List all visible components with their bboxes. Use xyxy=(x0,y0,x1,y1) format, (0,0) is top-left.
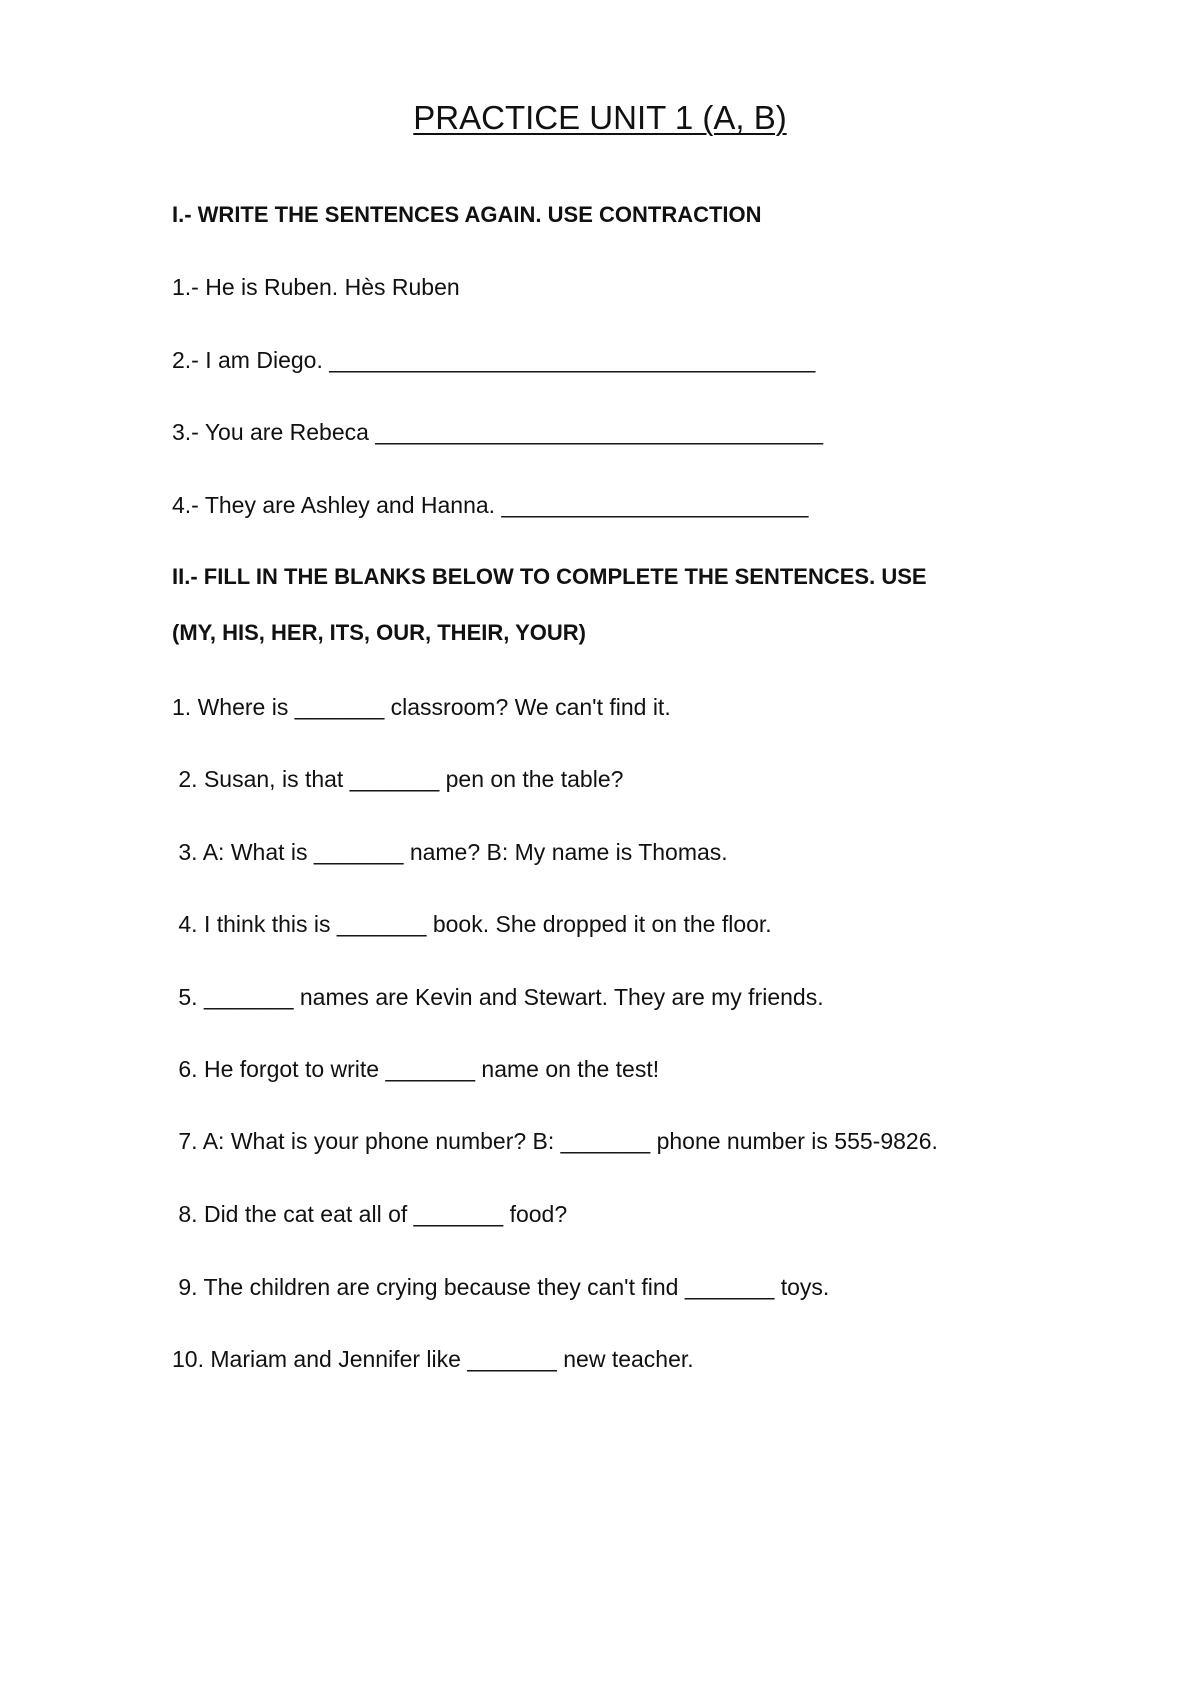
exercise-2-item-8: 8. Did the cat eat all of _______ food? xyxy=(172,1201,568,1227)
exercise-2-item-3: 3. A: What is _______ name? B: My name is Thomas. xyxy=(172,839,728,865)
exercise-2-item-1: 1. Where is _______ classroom? We can't find it. xyxy=(172,694,671,720)
exercise-1-item-1: 1.- He is Ruben. Hès Ruben xyxy=(172,274,460,300)
exercise-2-item-7: 7. A: What is your phone number? B: _______ phone number is 555-9826. xyxy=(172,1128,938,1154)
exercise-1-item-2: 2.- I am Diego. ______________________________________ xyxy=(172,347,816,373)
exercise-2-item-6: 6. He forgot to write _______ name on the test! xyxy=(172,1056,660,1082)
section-2-heading-line-2: (MY, HIS, HER, ITS, OUR, THEIR, YOUR) xyxy=(172,620,586,645)
exercise-2-item-10: 10. Mariam and Jennifer like _______ new teacher. xyxy=(172,1346,694,1372)
section-2-heading-line-1: II.- FILL IN THE BLANKS BELOW TO COMPLETE THE SENTENCES. USE xyxy=(172,564,927,589)
exercise-1-item-4: 4.- They are Ashley and Hanna. ________________________ xyxy=(172,492,809,518)
page-title: PRACTICE UNIT 1 (A, B) xyxy=(413,99,787,136)
exercise-2-item-4: 4. I think this is _______ book. She dropped it on the floor. xyxy=(172,911,772,937)
exercise-2-item-9: 9. The children are crying because they can't find _______ toys. xyxy=(172,1274,830,1300)
section-1-heading: I.- WRITE THE SENTENCES AGAIN. USE CONTRACTION xyxy=(172,202,762,227)
exercise-1-item-3: 3.- You are Rebeca ___________________________________ xyxy=(172,419,824,445)
exercise-2-item-2: 2. Susan, is that _______ pen on the table? xyxy=(172,766,624,792)
exercise-2-item-5: 5. _______ names are Kevin and Stewart. They are my friends. xyxy=(172,984,824,1010)
